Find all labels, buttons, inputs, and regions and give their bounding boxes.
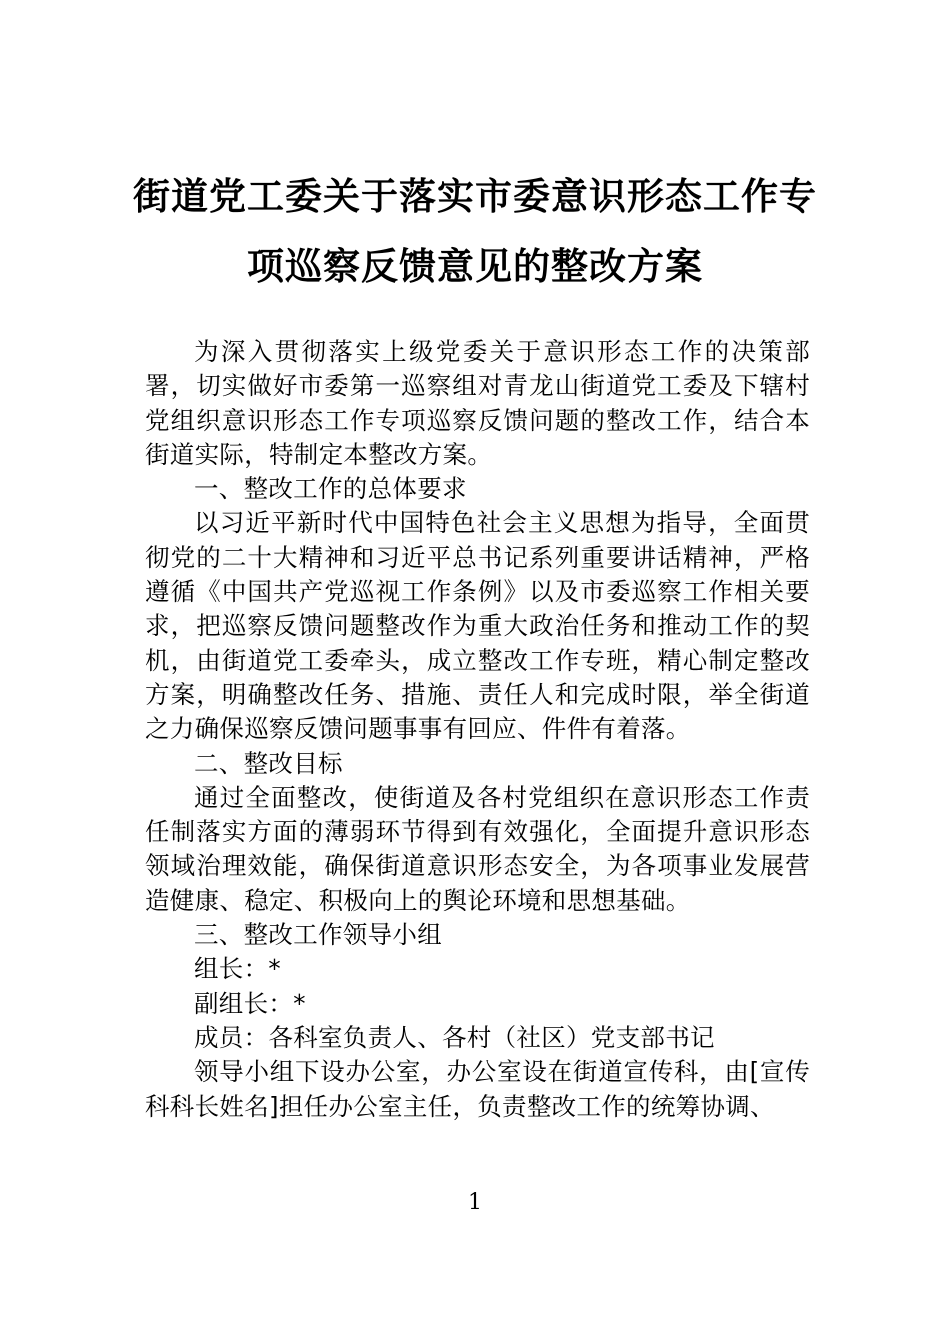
paragraph-intro: 为深入贯彻落实上级党委关于意识形态工作的决策部署，切实做好市委第一巡察组对青龙山街道党工委及下辖村党组织意识形态工作专项巡察反馈问题的整改工作，结合本街道实际，特制定本整改方案。 — [145, 337, 810, 469]
paragraph-section-1: 以习近平新时代中国特色社会主义思想为指导，全面贯彻党的二十大精神和习近平总书记系列重要讲话精神，严格遵循《中国共产党巡视工作条例》以及市委巡察工作相关要求，把巡察反馈问题整改作为重大政治任务和推动工作的契机，由街道党工委牵头，成立整改工作专班，精心制定整改方案，明确整改任务、措施、责任人和完成时限，举全街道之力确保巡察反馈问题事事有回应、件件有着落。 — [145, 508, 810, 744]
heading-section-3: 三、整改工作领导小组 — [194, 920, 442, 950]
paragraph-section-2: 通过全面整改，使街道及各村党组织在意识形态工作责任制落实方面的薄弱环节得到有效强化，全面提升意识形态领域治理效能，确保街道意识形态安全，为各项事业发展营造健康、稳定、积极向上的舆论环境和思想基础。 — [145, 782, 810, 915]
document-title — [120, 162, 830, 302]
heading-section-1: 一、整改工作的总体要求 — [194, 474, 467, 504]
title-line-2: 项巡察反馈意见的整改方案 — [247, 245, 703, 288]
deputy-leader-line: 副组长：* — [194, 988, 306, 1018]
leader-line: 组长：* — [194, 954, 281, 984]
paragraph-office: 领导小组下设办公室，办公室设在街道宣传科，由[宣传科科长姓名]担任办公室主任，负责整改工作的统筹协调、 — [145, 1057, 810, 1121]
page-number: 1 — [468, 1190, 482, 1215]
members-line: 成员：各科室负责人、各村（社区）党支部书记 — [194, 1022, 715, 1052]
heading-section-2: 二、整改目标 — [194, 748, 343, 778]
document-body — [145, 335, 810, 1124]
title-line-1: 街道党工委关于落实市委意识形态工作专 — [133, 175, 817, 218]
